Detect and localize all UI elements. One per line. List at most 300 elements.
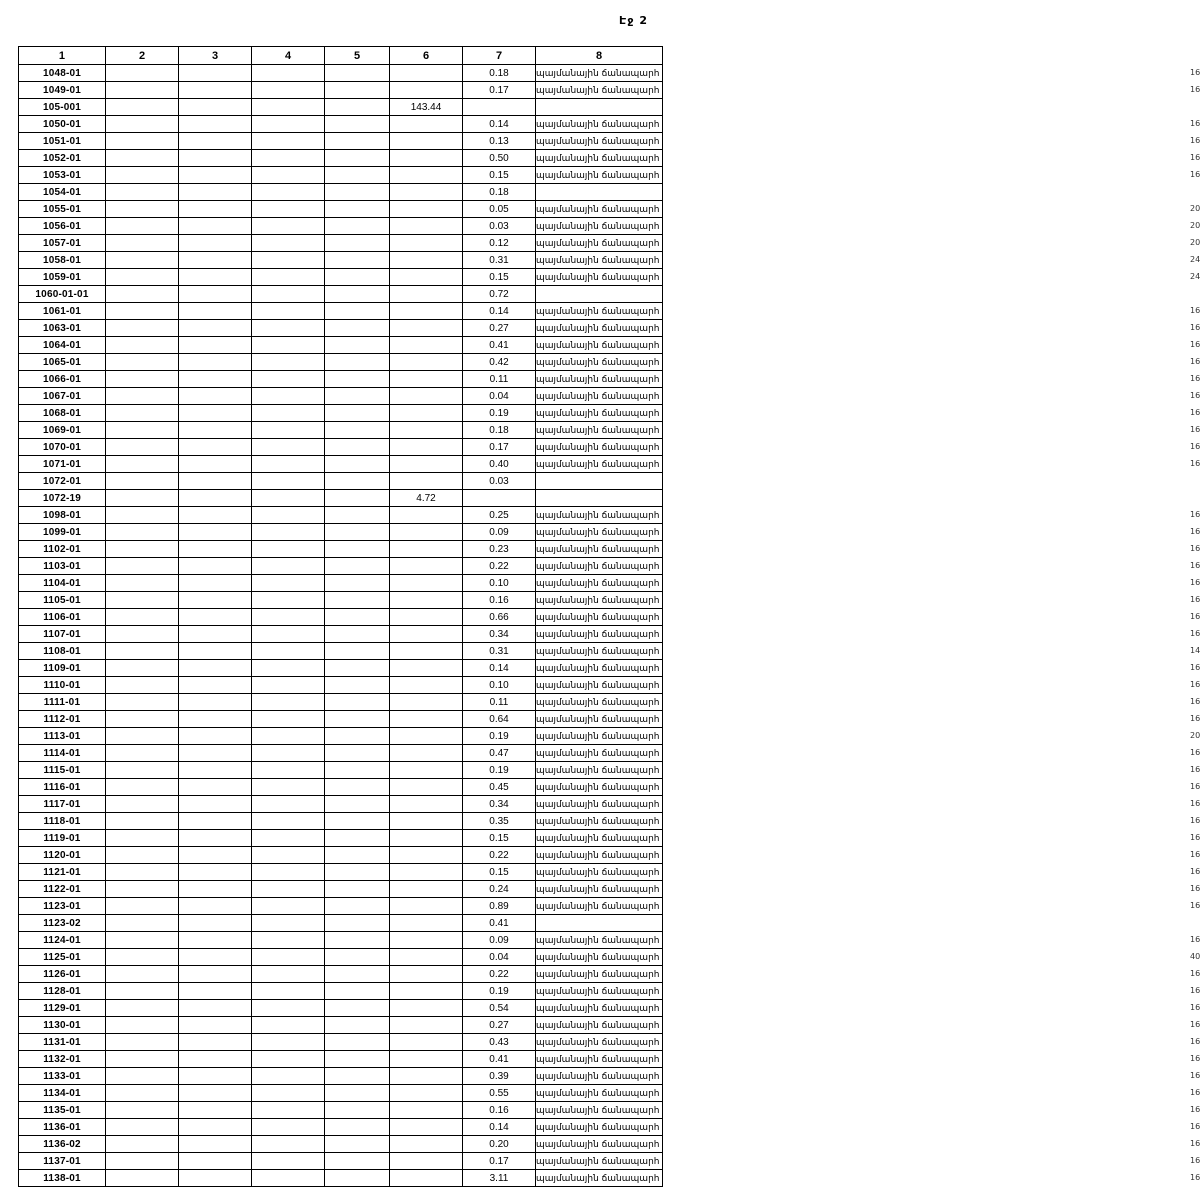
description-overflow-number: 16 xyxy=(1190,985,1200,995)
registry-sheet xyxy=(18,46,1200,1187)
cell-description xyxy=(536,745,1200,762)
table-row xyxy=(19,1085,663,1102)
cell-col2 xyxy=(106,1085,179,1102)
cell-area: 0.19 xyxy=(463,728,536,745)
cell-col6 xyxy=(390,320,463,337)
table-row xyxy=(19,626,663,643)
table-row xyxy=(19,201,663,218)
description-text: պայմանային ճանապարհ xyxy=(536,935,660,946)
cell-col4 xyxy=(252,252,325,269)
cell-description xyxy=(536,881,1200,898)
cell-col5 xyxy=(325,371,390,388)
cell-col6 xyxy=(390,1000,463,1017)
cell-col4 xyxy=(252,830,325,847)
cell-col3 xyxy=(179,1102,252,1119)
cell-code: 1109-01 xyxy=(19,660,106,677)
cell-area: 0.34 xyxy=(463,796,536,813)
description-text: պայմանային ճանապարհ xyxy=(536,680,660,691)
cell-col4 xyxy=(252,507,325,524)
cell-code: 1136-02 xyxy=(19,1136,106,1153)
cell-col4 xyxy=(252,949,325,966)
cell-col3 xyxy=(179,881,252,898)
cell-area: 0.41 xyxy=(463,1051,536,1068)
table-row xyxy=(19,1136,663,1153)
cell-description xyxy=(536,762,1200,779)
cell-col5 xyxy=(325,320,390,337)
cell-col6 xyxy=(390,898,463,915)
cell-area: 0.09 xyxy=(463,524,536,541)
description-text: պայմանային ճանապարհ xyxy=(536,119,660,130)
description-overflow-number: 16 xyxy=(1190,798,1200,808)
registry-table xyxy=(18,46,1200,1187)
description-text: պայմանային ճանապարհ xyxy=(536,357,660,368)
cell-col3 xyxy=(179,82,252,99)
cell-col5 xyxy=(325,541,390,558)
cell-description xyxy=(536,320,1200,337)
table-row xyxy=(19,830,663,847)
cell-col3 xyxy=(179,388,252,405)
cell-col5 xyxy=(325,745,390,762)
cell-col6 xyxy=(390,677,463,694)
cell-code: 1069-01 xyxy=(19,422,106,439)
cell-col4 xyxy=(252,286,325,303)
cell-area: 0.04 xyxy=(463,949,536,966)
cell-col2 xyxy=(106,1000,179,1017)
cell-col5 xyxy=(325,1000,390,1017)
cell-col5 xyxy=(325,439,390,456)
cell-col2 xyxy=(106,711,179,728)
description-overflow-number: 16 xyxy=(1190,169,1200,179)
cell-col2 xyxy=(106,371,179,388)
cell-col5 xyxy=(325,388,390,405)
cell-col2 xyxy=(106,1068,179,1085)
cell-col5 xyxy=(325,65,390,82)
cell-description xyxy=(536,626,1200,643)
table-row xyxy=(19,252,663,269)
description-text: պայմանային ճանապարհ xyxy=(536,969,660,980)
cell-col6 xyxy=(390,575,463,592)
description-overflow-number: 16 xyxy=(1190,594,1200,604)
cell-col5 xyxy=(325,660,390,677)
description-text: պայմանային ճանապարհ xyxy=(536,1037,660,1048)
cell-col2 xyxy=(106,354,179,371)
cell-code: 1057-01 xyxy=(19,235,106,252)
cell-col2 xyxy=(106,1136,179,1153)
cell-area: 0.03 xyxy=(463,218,536,235)
cell-col4 xyxy=(252,269,325,286)
cell-col3 xyxy=(179,1085,252,1102)
description-text: պայմանային ճանապարհ xyxy=(536,1105,660,1116)
cell-code: 1061-01 xyxy=(19,303,106,320)
cell-code: 1110-01 xyxy=(19,677,106,694)
cell-col6 xyxy=(390,558,463,575)
cell-area: 0.34 xyxy=(463,626,536,643)
table-row xyxy=(19,881,663,898)
cell-col4 xyxy=(252,864,325,881)
cell-col5 xyxy=(325,915,390,932)
cell-col5 xyxy=(325,796,390,813)
cell-col4 xyxy=(252,541,325,558)
cell-description xyxy=(536,507,1200,524)
description-overflow-number: 16 xyxy=(1190,1036,1200,1046)
description-text: պայմանային ճանապարհ xyxy=(536,799,660,810)
description-overflow-number: 16 xyxy=(1190,560,1200,570)
cell-area: 0.05 xyxy=(463,201,536,218)
cell-col2 xyxy=(106,269,179,286)
description-text: պայմանային ճանապարհ xyxy=(536,986,660,997)
cell-col3 xyxy=(179,541,252,558)
cell-col4 xyxy=(252,354,325,371)
cell-col5 xyxy=(325,354,390,371)
cell-col6 xyxy=(390,1136,463,1153)
cell-col3 xyxy=(179,932,252,949)
cell-col6 xyxy=(390,235,463,252)
cell-code: 1134-01 xyxy=(19,1085,106,1102)
cell-col5 xyxy=(325,99,390,116)
cell-col3 xyxy=(179,609,252,626)
cell-area: 0.64 xyxy=(463,711,536,728)
cell-col4 xyxy=(252,966,325,983)
cell-col6 xyxy=(390,813,463,830)
cell-col6 xyxy=(390,626,463,643)
description-text: պայմանային ճանապարհ xyxy=(536,527,660,538)
cell-col6 xyxy=(390,405,463,422)
description-overflow-number: 16 xyxy=(1190,441,1200,451)
cell-description xyxy=(536,337,1200,354)
table-row xyxy=(19,1119,663,1136)
cell-col2 xyxy=(106,660,179,677)
cell-code: 1067-01 xyxy=(19,388,106,405)
cell-col2 xyxy=(106,966,179,983)
cell-col5 xyxy=(325,626,390,643)
cell-code: 1107-01 xyxy=(19,626,106,643)
table-row xyxy=(19,1051,663,1068)
cell-col2 xyxy=(106,983,179,1000)
cell-area: 0.11 xyxy=(463,694,536,711)
table-row xyxy=(19,1017,663,1034)
cell-col5 xyxy=(325,456,390,473)
table-row xyxy=(19,779,663,796)
cell-code: 1133-01 xyxy=(19,1068,106,1085)
cell-col3 xyxy=(179,405,252,422)
description-overflow-number: 16 xyxy=(1190,764,1200,774)
cell-code: 1055-01 xyxy=(19,201,106,218)
description-text: պայմանային ճանապարհ xyxy=(536,459,660,470)
cell-col5 xyxy=(325,830,390,847)
cell-col2 xyxy=(106,762,179,779)
description-overflow-number: 16 xyxy=(1190,407,1200,417)
cell-code: 1131-01 xyxy=(19,1034,106,1051)
description-overflow-number: 40 xyxy=(1190,951,1200,961)
cell-col5 xyxy=(325,779,390,796)
cell-col5 xyxy=(325,575,390,592)
cell-area: 0.27 xyxy=(463,320,536,337)
cell-col2 xyxy=(106,133,179,150)
description-text: պայմանային ճանապարհ xyxy=(536,1088,660,1099)
cell-col4 xyxy=(252,1000,325,1017)
description-overflow-number: 16 xyxy=(1190,1019,1200,1029)
cell-code: 1136-01 xyxy=(19,1119,106,1136)
cell-col6 xyxy=(390,116,463,133)
cell-col2 xyxy=(106,490,179,507)
cell-col5 xyxy=(325,847,390,864)
description-text: պայմանային ճանապարհ xyxy=(536,442,660,453)
cell-area: 0.41 xyxy=(463,337,536,354)
cell-col3 xyxy=(179,762,252,779)
description-overflow-number: 16 xyxy=(1190,424,1200,434)
cell-col4 xyxy=(252,1034,325,1051)
cell-code: 1123-01 xyxy=(19,898,106,915)
table-row xyxy=(19,745,663,762)
cell-col3 xyxy=(179,490,252,507)
description-text: պայմանային ճանապարհ xyxy=(536,374,660,385)
cell-code: 1137-01 xyxy=(19,1153,106,1170)
table-row xyxy=(19,728,663,745)
cell-col5 xyxy=(325,150,390,167)
cell-col3 xyxy=(179,439,252,456)
cell-code: 1063-01 xyxy=(19,320,106,337)
cell-description xyxy=(536,405,1200,422)
cell-description xyxy=(536,490,663,507)
cell-col3 xyxy=(179,1051,252,1068)
cell-col2 xyxy=(106,337,179,354)
cell-description xyxy=(536,150,1200,167)
cell-area: 0.14 xyxy=(463,116,536,133)
description-text: պայմանային ճանապարհ xyxy=(536,782,660,793)
description-overflow-number: 24 xyxy=(1190,254,1200,264)
cell-area: 0.13 xyxy=(463,133,536,150)
cell-description xyxy=(536,643,1200,660)
cell-col6 xyxy=(390,82,463,99)
cell-code: 1126-01 xyxy=(19,966,106,983)
description-overflow-number: 16 xyxy=(1190,679,1200,689)
cell-col4 xyxy=(252,82,325,99)
description-overflow-number: 16 xyxy=(1190,968,1200,978)
cell-description xyxy=(536,779,1200,796)
table-row xyxy=(19,1034,663,1051)
cell-description xyxy=(536,286,663,303)
cell-col4 xyxy=(252,813,325,830)
cell-col3 xyxy=(179,337,252,354)
column-header-2: 2 xyxy=(106,47,179,65)
cell-col5 xyxy=(325,473,390,490)
cell-area: 0.15 xyxy=(463,167,536,184)
cell-col5 xyxy=(325,1136,390,1153)
cell-area: 0.18 xyxy=(463,422,536,439)
cell-col6 xyxy=(390,422,463,439)
cell-col2 xyxy=(106,99,179,116)
cell-col5 xyxy=(325,235,390,252)
cell-col5 xyxy=(325,201,390,218)
cell-col5 xyxy=(325,558,390,575)
cell-col4 xyxy=(252,473,325,490)
cell-col3 xyxy=(179,65,252,82)
table-header-row xyxy=(19,47,663,65)
cell-col6 xyxy=(390,983,463,1000)
description-overflow-number: 16 xyxy=(1190,526,1200,536)
cell-col4 xyxy=(252,65,325,82)
cell-area: 0.19 xyxy=(463,762,536,779)
cell-description xyxy=(536,133,1200,150)
description-overflow-number: 16 xyxy=(1190,84,1200,94)
cell-col3 xyxy=(179,796,252,813)
cell-col5 xyxy=(325,218,390,235)
cell-code: 1130-01 xyxy=(19,1017,106,1034)
cell-col5 xyxy=(325,898,390,915)
cell-code: 1058-01 xyxy=(19,252,106,269)
cell-area: 0.24 xyxy=(463,881,536,898)
description-overflow-number: 16 xyxy=(1190,1002,1200,1012)
cell-code: 1070-01 xyxy=(19,439,106,456)
cell-col6 xyxy=(390,592,463,609)
cell-col2 xyxy=(106,1034,179,1051)
cell-code: 1068-01 xyxy=(19,405,106,422)
cell-col6 xyxy=(390,660,463,677)
cell-col3 xyxy=(179,660,252,677)
description-text: պայմանային ճանապարհ xyxy=(536,136,660,147)
cell-col5 xyxy=(325,677,390,694)
cell-code: 1065-01 xyxy=(19,354,106,371)
cell-description xyxy=(536,1051,1200,1068)
cell-code: 1125-01 xyxy=(19,949,106,966)
cell-description xyxy=(536,694,1200,711)
cell-col4 xyxy=(252,660,325,677)
cell-col4 xyxy=(252,626,325,643)
description-text: պայմանային ճանապարհ xyxy=(536,170,660,181)
table-row xyxy=(19,1153,663,1170)
description-overflow-number: 16 xyxy=(1190,1070,1200,1080)
cell-area: 0.72 xyxy=(463,286,536,303)
cell-col2 xyxy=(106,949,179,966)
cell-area: 0.03 xyxy=(463,473,536,490)
cell-col6 xyxy=(390,269,463,286)
cell-code: 1116-01 xyxy=(19,779,106,796)
description-overflow-number: 16 xyxy=(1190,815,1200,825)
cell-col6 xyxy=(390,796,463,813)
cell-code: 1049-01 xyxy=(19,82,106,99)
column-header-1: 1 xyxy=(19,47,106,65)
cell-area: 0.11 xyxy=(463,371,536,388)
cell-col5 xyxy=(325,983,390,1000)
cell-col4 xyxy=(252,422,325,439)
cell-col2 xyxy=(106,813,179,830)
cell-col2 xyxy=(106,558,179,575)
cell-col4 xyxy=(252,932,325,949)
cell-col6 xyxy=(390,65,463,82)
cell-col5 xyxy=(325,813,390,830)
description-overflow-number: 16 xyxy=(1190,866,1200,876)
cell-col4 xyxy=(252,1119,325,1136)
cell-description xyxy=(536,303,1200,320)
cell-col5 xyxy=(325,1051,390,1068)
cell-col6 xyxy=(390,1068,463,1085)
cell-description xyxy=(536,1170,1200,1187)
cell-code: 1102-01 xyxy=(19,541,106,558)
cell-col5 xyxy=(325,524,390,541)
cell-description xyxy=(536,82,1200,99)
table-row xyxy=(19,949,663,966)
cell-col6 xyxy=(390,473,463,490)
description-text: պայմանային ճանապարհ xyxy=(536,1054,660,1065)
description-overflow-number: 16 xyxy=(1190,934,1200,944)
cell-col4 xyxy=(252,337,325,354)
table-row xyxy=(19,371,663,388)
cell-area: 0.17 xyxy=(463,1153,536,1170)
cell-col2 xyxy=(106,405,179,422)
cell-col2 xyxy=(106,167,179,184)
description-overflow-number: 16 xyxy=(1190,747,1200,757)
cell-code: 1059-01 xyxy=(19,269,106,286)
table-row xyxy=(19,405,663,422)
cell-col4 xyxy=(252,184,325,201)
table-row xyxy=(19,592,663,609)
cell-description xyxy=(536,711,1200,728)
table-row xyxy=(19,82,663,99)
cell-col4 xyxy=(252,490,325,507)
cell-col3 xyxy=(179,1136,252,1153)
cell-col5 xyxy=(325,337,390,354)
cell-description xyxy=(536,609,1200,626)
cell-col3 xyxy=(179,201,252,218)
table-row xyxy=(19,133,663,150)
cell-col5 xyxy=(325,507,390,524)
description-text: պայմանային ճանապարհ xyxy=(536,952,660,963)
description-text: պայմանային ճանապարհ xyxy=(536,1071,660,1082)
cell-col6 xyxy=(390,915,463,932)
cell-col5 xyxy=(325,932,390,949)
description-text: պայմանային ճանապարհ xyxy=(536,68,660,79)
cell-description xyxy=(536,966,1200,983)
cell-description xyxy=(536,898,1200,915)
cell-col3 xyxy=(179,745,252,762)
cell-description xyxy=(536,1119,1200,1136)
cell-area: 0.14 xyxy=(463,1119,536,1136)
cell-col3 xyxy=(179,133,252,150)
table-row xyxy=(19,99,663,116)
cell-description xyxy=(536,558,1200,575)
description-text: պայմանային ճանապարհ xyxy=(536,255,660,266)
cell-col6 xyxy=(390,881,463,898)
description-overflow-number: 16 xyxy=(1190,373,1200,383)
description-text: պայմանային ճանապարհ xyxy=(536,272,660,283)
cell-col2 xyxy=(106,473,179,490)
cell-code: 1115-01 xyxy=(19,762,106,779)
cell-col6 xyxy=(390,303,463,320)
cell-code: 1124-01 xyxy=(19,932,106,949)
cell-description xyxy=(536,932,1200,949)
table-row xyxy=(19,507,663,524)
cell-col5 xyxy=(325,966,390,983)
cell-code: 1053-01 xyxy=(19,167,106,184)
cell-code: 1108-01 xyxy=(19,643,106,660)
description-text: պայմանային ճանապարհ xyxy=(536,391,660,402)
description-text: պայմանային ճանապարհ xyxy=(536,578,660,589)
cell-col2 xyxy=(106,881,179,898)
cell-col4 xyxy=(252,898,325,915)
description-text: պայմանային ճանապարհ xyxy=(536,629,660,640)
table-row xyxy=(19,864,663,881)
column-header-6: 6 xyxy=(390,47,463,65)
description-overflow-number: 16 xyxy=(1190,577,1200,587)
description-overflow-number: 16 xyxy=(1190,832,1200,842)
cell-col2 xyxy=(106,150,179,167)
cell-description xyxy=(536,1153,1200,1170)
cell-col4 xyxy=(252,524,325,541)
cell-area: 0.23 xyxy=(463,541,536,558)
cell-col2 xyxy=(106,728,179,745)
cell-code: 1119-01 xyxy=(19,830,106,847)
cell-code: 1051-01 xyxy=(19,133,106,150)
